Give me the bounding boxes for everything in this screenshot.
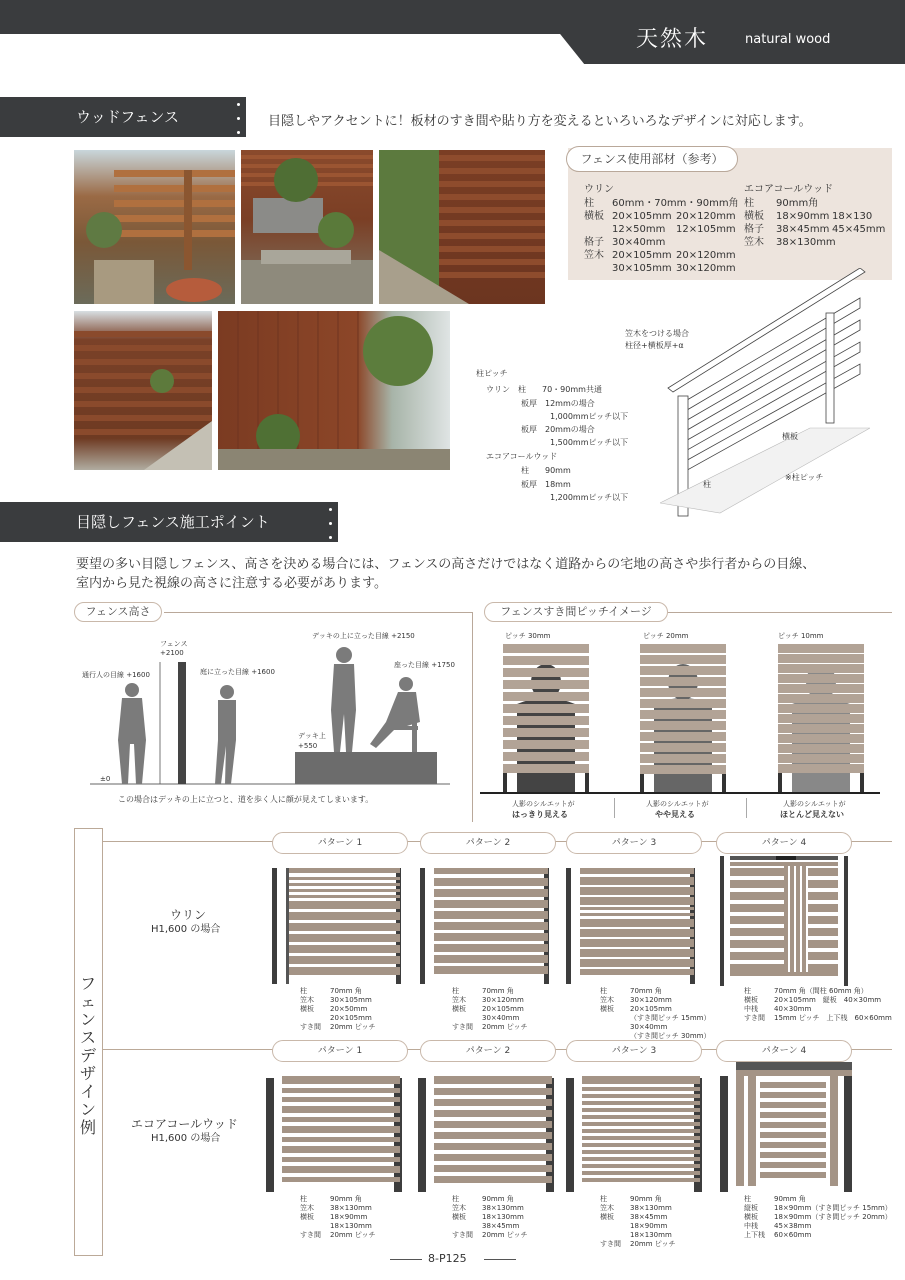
pitch-line-1: ウリン 柱 70・90mm共通 [486, 385, 602, 394]
deck-value: +550 [298, 742, 318, 750]
fence-structure-diagram [660, 268, 870, 518]
section2-lead-2: 室内から見た視線の高さに注意する必要があります。 [76, 576, 387, 591]
eco-pattern-2-specs: 柱 90mm 角 笠木 38×130mm 横板 18×130mm 38×45mm すき間 20mm ピッチ [452, 1195, 528, 1239]
pitch-line-5: 1,500mmピッチ以下 [550, 438, 629, 447]
yokoita-label: 横板 [782, 432, 798, 441]
pitch-30-caption-2: はっきり見える [512, 810, 568, 819]
pitch-line-9: 1,200mmピッチ以下 [550, 493, 629, 502]
page-number: 8-P125 [428, 1252, 467, 1265]
footer-line-left [390, 1259, 422, 1260]
kasagi-formula: 柱径+横板厚+α [625, 341, 684, 350]
parts-title: フェンス使用部材（参考） [566, 146, 738, 172]
eco-pattern-4-fence [716, 1062, 856, 1194]
pitch-line-6: エコアコールウッド [486, 452, 558, 461]
deck-label: デッキ上 [298, 732, 326, 740]
urin-pattern-2-fence [420, 866, 552, 986]
walker-eye-label: 通行人の目線 +1600 [82, 671, 150, 679]
design-vertical-frame-right [102, 828, 103, 1256]
section1-lead: 目隠しやアクセントに！板材のすき間や貼り方を変えるといろいろなデザインに対応します。 [268, 114, 812, 129]
parts-eco-table: 柱 90mm角 横板 18×90mm 18×130 格子 38×45mm 45×45mm 笠木 38×130mm [744, 198, 886, 248]
pitch-10-caption-1: 人影のシルエットが [783, 800, 846, 808]
height-panel-title: フェンス高さ [74, 602, 162, 622]
pitch-ground-line [480, 792, 880, 794]
pitch-note: ※柱ピッチ [785, 473, 824, 482]
pitch-20-caption-1: 人影のシルエットが [646, 800, 709, 808]
pitch-30-fence [503, 642, 589, 782]
pitch-10-label: ピッチ 10mm [778, 632, 824, 640]
urin-name: ウリン [170, 908, 207, 922]
photo-fence-3 [379, 150, 545, 304]
pitch-divider-2 [746, 798, 747, 818]
section-point-title [0, 502, 338, 542]
hashira-label: 柱 [703, 480, 711, 489]
eco-pattern-4-label: パターン 4 [716, 1040, 852, 1062]
eco-pattern-2-fence [418, 1074, 558, 1194]
footer-line-right [484, 1259, 516, 1260]
fence-height-label: フェンス [160, 640, 188, 648]
header-title-en: natural wood [745, 32, 831, 47]
pitch-10-caption-2: ほとんど見えない [780, 810, 844, 819]
pitch-30-caption-1: 人影のシルエットが [512, 800, 575, 808]
eco-pattern-3-specs: 柱 90mm 角 笠木 38×130mm 横板 38×45mm 18×90mm 18×130mm すき間 20mm ピッチ [600, 1195, 676, 1248]
urin-height: H1,600 の場合 [151, 924, 221, 935]
urin-pattern-4-specs: 柱 70mm 角（間柱 60mm 角） 横板 20×105mm 縦板 40×30mm 中桟 40×30mm すき間 15mm ピッチ 上下桟 60×60mm [744, 987, 892, 1022]
eco-height: H1,600 の場合 [151, 1133, 221, 1144]
eco-pattern-1-fence [266, 1074, 406, 1194]
eco-name: エコアコールウッド [131, 1117, 238, 1131]
pitch-line-7: 柱 90mm [521, 466, 571, 475]
pitch-10-fence [778, 642, 864, 782]
urin-pattern-4-label: パターン 4 [716, 832, 852, 854]
pitch-divider-1 [614, 798, 615, 818]
deck-stand-eye-label: デッキの上に立った目線 +2150 [312, 632, 415, 640]
parts-urin-table: 柱 60mm・70mm・90mm角 横板 20×105mm 20×120mm 12×50mm 12×105mm 格子 30×40mm 笠木 20×105mm 20×120mm 30×105mm 30×120mm [584, 198, 739, 274]
height-panel-divider [472, 612, 473, 822]
pitch-line-8: 板厚 18mm [521, 480, 571, 489]
pitch-image-line [668, 612, 892, 613]
urin-pattern-1-specs: 柱 70mm 角 笠木 30×105mm 横板 20×50mm 20×105mm すき間 20mm ピッチ [300, 987, 376, 1031]
garden-eye-label: 庭に立った目線 +1600 [200, 668, 275, 676]
urin-pattern-3-label: パターン 3 [566, 832, 702, 854]
urin-pattern-1-label: パターン 1 [272, 832, 408, 854]
urin-pattern-3-specs: 柱 70mm 角 笠木 30×120mm 横板 20×105mm （すき間ピッチ 15mm） 30×40mm （すき間ピッチ 30mm） [600, 987, 711, 1040]
kasagi-label: 笠木をつける場合 [625, 329, 689, 338]
eco-pattern-3-fence [566, 1074, 706, 1194]
photo-fence-4 [74, 311, 212, 470]
photo-fence-2 [241, 150, 373, 304]
urin-pattern-3-fence [566, 866, 698, 986]
parts-eco-title: エコアコールウッド [744, 184, 834, 195]
pitch-title: 柱ピッチ [476, 369, 508, 378]
pitch-image-title: フェンスすき間ピッチイメージ [484, 602, 668, 622]
eco-pattern-1-specs: 柱 90mm 角 笠木 38×130mm 横板 18×90mm 18×130mm すき間 20mm ピッチ [300, 1195, 376, 1239]
pitch-20-label: ピッチ 20mm [643, 632, 689, 640]
urin-pattern-2-specs: 柱 70mm 角 笠木 30×120mm 横板 20×105mm 30×40mm すき間 20mm ピッチ [452, 987, 528, 1031]
urin-pattern-2-label: パターン 2 [420, 832, 556, 854]
eco-pattern-1-label: パターン 1 [272, 1040, 408, 1062]
header-title-jp: 天然木 [636, 27, 709, 52]
urin-pattern-4-fence [716, 856, 852, 986]
section2-lead-1: 要望の多い目隠しフェンス、高さを決める場合には、フェンスの高さだけではなく道路からの宅地の高さや歩行者からの目線、 [76, 557, 816, 572]
eco-pattern-4-specs: 柱 90mm 角 縦板 18×90mm（すき間ピッチ 15mm） 横板 18×90mm（すき間ピッチ 20mm） 中桟 45×38mm 上下桟 60×60mm [744, 1195, 892, 1239]
pitch-30-label: ピッチ 30mm [505, 632, 551, 640]
eco-pattern-3-label: パターン 3 [566, 1040, 702, 1062]
section-wood-fence-title [0, 97, 246, 137]
design-vertical-title: フェンスデザイン例 [79, 974, 96, 1137]
header-tab [560, 0, 905, 64]
fence-height-value: +2100 [160, 649, 184, 657]
pitch-line-2: 板厚 12mmの場合 [521, 399, 595, 408]
photo-fence-1 [74, 150, 235, 304]
pitch-20-caption-2: やや見える [655, 810, 695, 819]
height-panel-header [74, 602, 474, 616]
parts-urin-title: ウリン [584, 184, 614, 195]
pitch-line-4: 板厚 20mmの場合 [521, 425, 595, 434]
section-title-text: ウッドフェンス [76, 108, 180, 126]
pitch-line-3: 1,000mmピッチ以下 [550, 412, 629, 421]
seated-eye-label: 座った目線 +1750 [394, 661, 455, 669]
photo-fence-5 [218, 311, 450, 470]
pitch-20-fence [640, 642, 726, 782]
height-note: この場合はデッキの上に立つと、道を歩く人に顔が見えてしまいます。 [118, 795, 374, 804]
height-panel-line [164, 612, 472, 613]
section-title-text: 目隠しフェンス施工ポイント [76, 513, 270, 531]
urin-pattern-1-fence [272, 866, 404, 986]
zero-label: ±0 [100, 775, 111, 783]
eco-pattern-2-label: パターン 2 [420, 1040, 556, 1062]
